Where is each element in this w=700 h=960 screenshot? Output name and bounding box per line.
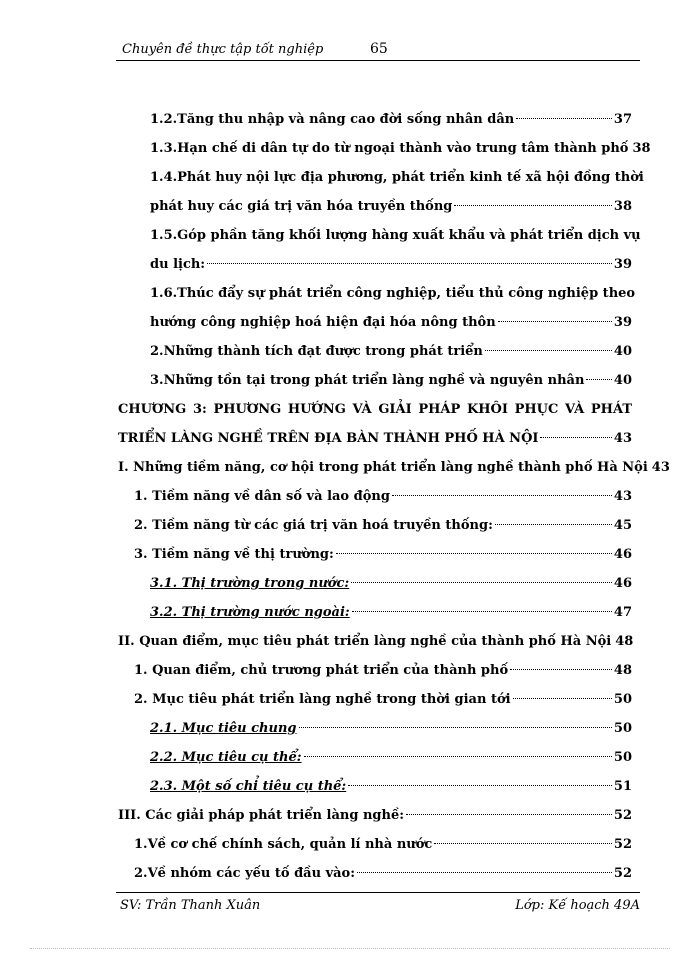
toc-entry-text: CHƯƠNG 3: PHƯƠNG HƯỚNG VÀ GIẢI PHÁP KHÔI PHỤC VÀ PHÁT	[118, 402, 632, 417]
toc-entry-page: 50	[613, 721, 632, 736]
toc-entry-page: 39	[613, 315, 632, 330]
toc-entry-text: 2.1. Mục tiêu chung	[150, 721, 297, 736]
toc-entry-page: 50	[613, 692, 632, 707]
footer-rule	[116, 892, 640, 893]
toc-entry	[134, 663, 632, 685]
toc-entry-text: 1.5.Góp phần tăng khối lượng hàng xuất khẩu và phát triển dịch vụ	[150, 228, 641, 243]
toc-entry	[150, 779, 632, 801]
toc-entry-page: 38	[613, 199, 632, 214]
toc-entry-page: 52	[613, 808, 632, 823]
toc-entry-text: 2. Mục tiêu phát triển làng nghề trong thời gian tới	[134, 692, 511, 707]
toc-entry-page: 50	[613, 750, 632, 765]
toc-chapter-heading	[118, 431, 632, 453]
toc-entry-text: TRIỂN LÀNG NGHỀ TRÊN ĐỊA BÀN THÀNH PHỐ HÀ NỘI	[118, 431, 539, 446]
toc-entry-page: 40	[613, 344, 632, 359]
toc-leader	[485, 350, 612, 351]
toc-entry-page: 51	[613, 779, 632, 794]
toc-entry-text: 3.Những tồn tại trong phát triển làng nghề và nguyên nhân	[150, 373, 585, 388]
toc-entry	[150, 228, 641, 250]
toc-entry	[150, 199, 632, 221]
toc-entry-text: 1. Tiềm năng về dân số và lao động	[134, 489, 390, 504]
toc-entry-page: 48	[613, 663, 632, 678]
toc-entry	[150, 344, 632, 366]
toc-leader	[434, 843, 612, 844]
toc-entry-page: 52	[613, 866, 632, 881]
header-rule	[116, 60, 640, 61]
toc-entry	[118, 634, 632, 656]
toc-entry-text: du lịch:	[150, 257, 206, 272]
toc-entry-page: 48	[615, 634, 634, 649]
toc-entry-page: 52	[613, 837, 632, 852]
toc-entry-page: 43	[613, 489, 632, 504]
toc-entry-page: 37	[613, 112, 632, 127]
toc-leader	[336, 553, 612, 554]
toc-entry	[118, 460, 670, 482]
toc-entry	[134, 692, 632, 714]
toc-entry	[150, 257, 632, 279]
toc-entry-text: I. Những tiềm năng, cơ hội trong phát triển làng nghề thành phố Hà Nội	[118, 460, 648, 475]
toc-leader	[406, 814, 612, 815]
toc-entry-text: 2.2. Mục tiêu cụ thể:	[150, 750, 302, 765]
toc-entry-page: 43	[613, 431, 632, 446]
toc-leader	[510, 669, 612, 670]
toc-entry-text: 3. Tiềm năng về thị trường:	[134, 547, 334, 562]
toc-entry	[150, 576, 632, 598]
toc-leader	[454, 205, 612, 206]
toc-entry-text: 1.2.Tăng thu nhập và nâng cao đời sống nhân dân	[150, 112, 515, 127]
toc-leader	[207, 263, 612, 264]
footer-student: SV: Trần Thanh Xuân	[120, 898, 261, 913]
toc-entry-text: 3.1. Thị trường trong nước:	[150, 576, 350, 591]
toc-leader	[392, 495, 612, 496]
toc-entry-text: 2.3. Một số chỉ tiêu cụ thể:	[150, 779, 347, 794]
toc-entry	[150, 605, 632, 627]
toc-entry-text: 1. Quan điểm, chủ trương phát triển của thành phố	[134, 663, 509, 678]
toc-entry-text: phát huy các giá trị văn hóa truyền thống	[150, 199, 453, 214]
page-bottom-divider	[30, 948, 670, 949]
toc-leader	[299, 727, 612, 728]
toc-leader	[586, 379, 612, 380]
toc-entry	[150, 141, 651, 163]
toc-entry	[150, 721, 632, 743]
toc-leader	[351, 582, 612, 583]
toc-entry	[150, 373, 632, 395]
toc-leader	[495, 524, 612, 525]
header-page-number: 65	[370, 41, 388, 57]
toc-entry-text: III. Các giải pháp phát triển làng nghề:	[118, 808, 405, 823]
toc-entry	[118, 808, 632, 830]
toc-entry	[134, 866, 632, 888]
toc-entry-text: 2. Tiềm năng từ các giá trị văn hoá truyền thống:	[134, 518, 493, 533]
toc-leader	[513, 698, 612, 699]
toc-entry	[150, 315, 632, 337]
footer-class: Lớp: Kế hoạch 49A	[515, 898, 640, 913]
toc-entry-text: 1.6.Thúc đẩy sự phát triển công nghiệp, tiểu thủ công nghiệp theo	[150, 286, 636, 301]
header-title: Chuyên đề thực tập tốt nghiệp	[122, 42, 324, 57]
toc-entry	[134, 547, 632, 569]
toc-entry-page: 40	[613, 373, 632, 388]
toc-entry-page: 38	[632, 141, 651, 156]
toc-leader	[540, 437, 611, 438]
toc-entry-text: 2.Những thành tích đạt được trong phát triển	[150, 344, 483, 359]
toc-entry-page: 45	[613, 518, 632, 533]
toc-entry-page: 39	[613, 257, 632, 272]
page-footer	[116, 898, 640, 918]
toc-entry-text: 1.Về cơ chế chính sách, quản lí nhà nước	[134, 837, 433, 852]
toc-leader	[304, 756, 612, 757]
toc-leader	[348, 785, 612, 786]
toc-entry-text: II. Quan điểm, mục tiêu phát triển làng nghề của thành phố Hà Nội	[118, 634, 612, 649]
toc-entry-page: 46	[613, 576, 632, 591]
toc-leader	[516, 118, 612, 119]
toc-entry	[150, 112, 632, 134]
toc-entry	[150, 170, 644, 192]
toc-entry-text: 2.Về nhóm các yếu tố đầu vào:	[134, 866, 356, 881]
toc-entry-page: 46	[613, 547, 632, 562]
toc-entry-text: hướng công nghiệp hoá hiện đại hóa nông thôn	[150, 315, 496, 330]
toc-entry	[150, 286, 636, 308]
toc-entry-page: 43	[651, 460, 670, 475]
toc-leader	[352, 611, 612, 612]
toc-entry	[134, 518, 632, 540]
toc-entry	[134, 489, 632, 511]
toc-entry	[150, 750, 632, 772]
toc-entry-page: 47	[613, 605, 632, 620]
toc-entry-text: 3.2. Thị trường nước ngoài:	[150, 605, 350, 620]
page-header	[122, 40, 642, 60]
toc-entry-text: 1.3.Hạn chế di dân tự do từ ngoại thành vào trung tâm thành phố	[150, 141, 629, 156]
toc-entry-text: 1.4.Phát huy nội lực địa phương, phát triển kinh tế xã hội đồng thời	[150, 170, 644, 185]
toc-leader	[498, 321, 612, 322]
toc-leader	[357, 872, 612, 873]
toc-entry	[134, 837, 632, 859]
toc-chapter-heading	[118, 402, 632, 424]
